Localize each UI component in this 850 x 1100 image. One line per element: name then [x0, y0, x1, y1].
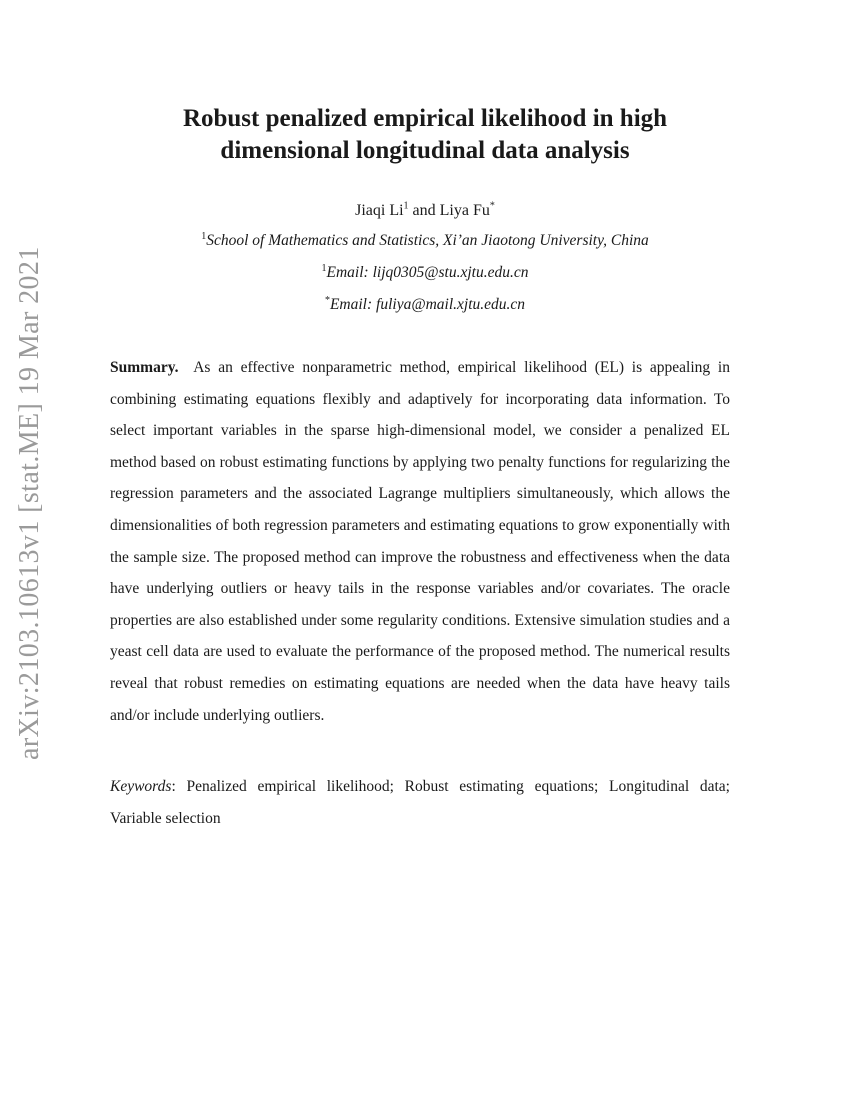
summary-label: Summary.: [110, 359, 179, 376]
summary-paragraph: [110, 352, 730, 731]
paper-title-line-1: Robust penalized empirical likelihood in high: [182, 105, 668, 132]
author-list: [80, 200, 770, 222]
keywords-text: Penalized empirical likelihood; Robust estimating equations; Longitudinal data; Variable selection: [110, 778, 730, 827]
email-text[interactable]: Email: fuliya@mail.xjtu.edu.cn: [329, 296, 526, 313]
email-mark: 1: [321, 262, 327, 274]
arxiv-identifier-stamp: arXiv:2103.10613v1 [stat.ME] 19 Mar 2021: [14, 246, 45, 760]
email-mark: *: [324, 294, 330, 306]
author-corresponding-mark: *: [489, 200, 495, 212]
author-affiliation-mark: 1: [403, 200, 409, 212]
keywords-paragraph: [110, 771, 730, 834]
affiliation-mark: 1: [201, 230, 207, 242]
email-text[interactable]: Email: lijq0305@stu.xjtu.edu.cn: [326, 264, 529, 281]
paper-title-line-2: dimensional longitudinal data analysis: [220, 137, 630, 164]
summary-text: As an effective nonparametric method, empirical likelihood (EL) is appealing in combining estimating equations flexibly and adaptively for incorporating data information. To select important variables in the sparse high-dimensional model, we consider a penalized EL method based on robust estimating functions by applying two penalty functions for regularizing the regression parameters and the associated Lagrange multipliers simultaneously, which allows the dimensionalities of both regression parameters and estimating equations to grow exponentially with the sample size. The proposed method can improve the robustness and effectiveness when the data have underlying outliers or heavy tails in the response variables and/or covariates. The oracle properties are also established under some regularity conditions. Extensive simulation studies and a yeast cell data are used to evaluate the performance of the proposed method. The numerical results reveal that robust remedies on estimating equations are needed when the data have heavy tails and/or include underlying outliers.: [110, 359, 730, 724]
keywords-separator: :: [171, 778, 187, 795]
author-conjunction: and: [408, 202, 440, 219]
keywords-label: Keywords: [110, 778, 172, 795]
affiliation: [80, 230, 770, 252]
email-line: [80, 294, 770, 316]
email-line: [80, 262, 770, 284]
paper-title: [80, 103, 770, 167]
affiliation-text: School of Mathematics and Statistics, Xi’an Jiaotong University, China: [206, 232, 649, 249]
author-name: Liya Fu: [439, 202, 490, 219]
author-name: Jiaqi Li: [355, 202, 404, 219]
